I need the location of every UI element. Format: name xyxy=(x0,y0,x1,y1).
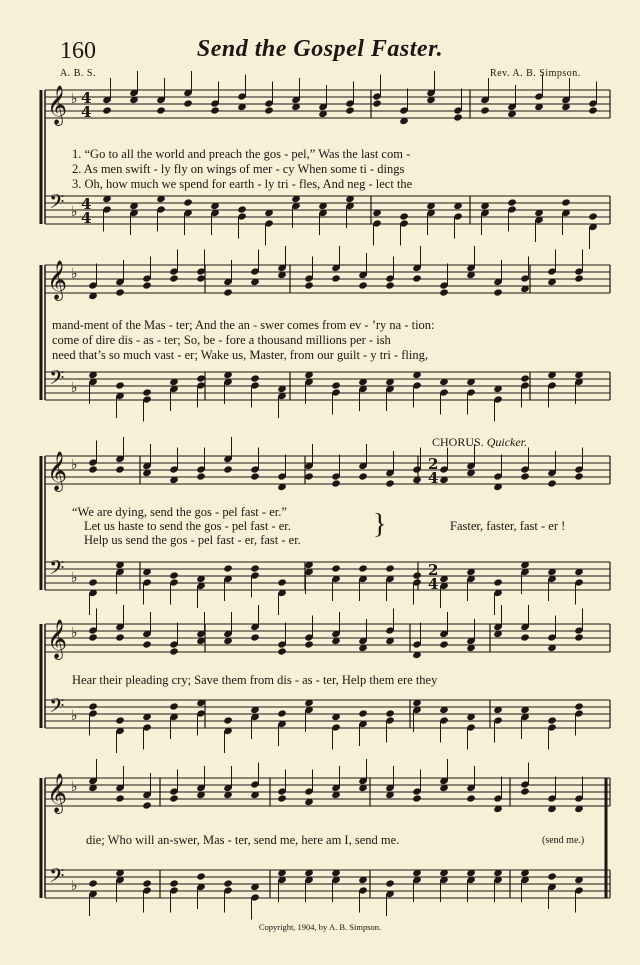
note-head xyxy=(412,571,422,579)
chorus-heading: CHORUS. xyxy=(432,435,484,449)
treble-clef-icon: 𝄞 xyxy=(47,773,68,813)
lyric-line: come of dire dis - as - ter; So, be - fore a thousand millions per - ish xyxy=(52,333,391,347)
note-head xyxy=(223,564,233,572)
note-head xyxy=(142,640,152,648)
note-head xyxy=(102,106,112,114)
note-head xyxy=(183,99,193,107)
lyric-line: 2. As men swift - ly fly on wings of mer - cy When some ti - dings xyxy=(72,162,405,176)
note-head xyxy=(88,702,98,710)
note-head xyxy=(385,281,395,289)
treble-clef-icon: 𝄞 xyxy=(47,85,68,125)
note-head xyxy=(466,794,476,802)
lyric-line: need that’s so much vast - er; Wake us, Master, from our guilt - y tri - fling, xyxy=(52,348,428,362)
note-head xyxy=(439,640,449,648)
flat-icon: ♭ xyxy=(71,266,78,282)
note-head xyxy=(507,198,517,206)
time-signature-top: 4 xyxy=(81,89,92,107)
lyric-line: Hear their pleading cry; Save them from dis - as - ter, Help them ere they xyxy=(72,673,438,687)
note-head xyxy=(183,198,193,206)
note-head xyxy=(574,702,584,710)
flat-icon: ♭ xyxy=(71,204,78,220)
note-head xyxy=(142,281,152,289)
time-signature-bottom: 4 xyxy=(428,575,439,593)
note-head xyxy=(237,205,247,213)
bass-clef-icon: 𝄢 xyxy=(49,694,65,722)
note-head xyxy=(169,879,179,887)
note-head xyxy=(588,106,598,114)
note-head xyxy=(358,281,368,289)
note-head xyxy=(520,633,530,641)
note-head xyxy=(223,716,233,724)
note-head xyxy=(372,99,382,107)
hymn-number: 160 xyxy=(60,38,96,64)
note-head xyxy=(264,106,274,114)
note-head xyxy=(574,274,584,282)
author-credit: Rev. A. B. Simpson. xyxy=(490,68,581,79)
note-head xyxy=(385,564,395,572)
note-head xyxy=(547,716,557,724)
echo-tag: (send me.) xyxy=(542,835,585,846)
time-signature-top: 4 xyxy=(81,195,92,213)
note-head xyxy=(196,374,206,382)
chorus-label xyxy=(432,435,527,450)
note-head xyxy=(277,709,287,717)
note-head xyxy=(304,640,314,648)
bass-clef-icon: 𝄢 xyxy=(49,556,65,584)
note-head xyxy=(88,879,98,887)
composer-credit: A. B. S. xyxy=(60,68,96,79)
lyric-line: “We are dying, send the gos - pel fast - er.” xyxy=(72,505,287,519)
note-head xyxy=(453,113,463,121)
note-head xyxy=(250,633,260,641)
note-head xyxy=(358,472,368,480)
note-head xyxy=(169,571,179,579)
note-head xyxy=(250,472,260,480)
note-head xyxy=(223,465,233,473)
note-head xyxy=(399,212,409,220)
lyric-line: 1. “Go to all the world and preach the gos - pel,” Was the last com - xyxy=(72,147,411,161)
note-head xyxy=(142,801,152,809)
note-head xyxy=(304,281,314,289)
note-head xyxy=(250,374,260,382)
note-head xyxy=(156,106,166,114)
note-head xyxy=(480,106,490,114)
note-head xyxy=(520,787,530,795)
note-head xyxy=(412,794,422,802)
note-head xyxy=(88,633,98,641)
lyric-line: Help us send the gos - pel fast - er, fast - er. xyxy=(84,533,301,547)
lyric-line: die; Who will an-swer, Mas - ter, send me, here am I, send me. xyxy=(86,833,400,847)
note-head xyxy=(358,709,368,717)
note-head xyxy=(574,472,584,480)
note-head xyxy=(331,479,341,487)
note-head xyxy=(277,794,287,802)
lyric-line: 3. Oh, how much we spend for earth - ly tri - fles, And neg - lect the xyxy=(72,177,413,191)
note-head xyxy=(169,647,179,655)
note-head xyxy=(142,388,152,396)
note-head xyxy=(115,633,125,641)
time-signature-top: 2 xyxy=(428,455,439,473)
note-head xyxy=(115,716,125,724)
note-head xyxy=(196,872,206,880)
note-head xyxy=(385,709,395,717)
note-head xyxy=(385,879,395,887)
flat-icon: ♭ xyxy=(71,570,78,586)
verse-brace: } xyxy=(373,509,387,540)
flat-icon: ♭ xyxy=(71,625,78,641)
note-head xyxy=(277,578,287,586)
treble-clef-icon: 𝄞 xyxy=(47,260,68,300)
bass-clef-icon: 𝄢 xyxy=(49,864,65,892)
note-head xyxy=(588,212,598,220)
time-signature-top: 2 xyxy=(428,561,439,579)
note-head xyxy=(493,288,503,296)
note-head xyxy=(277,647,287,655)
note-head xyxy=(115,288,125,296)
flat-icon: ♭ xyxy=(71,708,78,724)
note-head xyxy=(439,288,449,296)
note-head xyxy=(304,472,314,480)
note-head xyxy=(223,288,233,296)
note-head xyxy=(88,465,98,473)
treble-clef-icon: 𝄞 xyxy=(47,619,68,659)
hymn-title: Send the Gospel Faster. xyxy=(196,36,444,62)
refrain-line: Faster, faster, fast - er ! xyxy=(450,519,566,533)
note-head xyxy=(88,578,98,586)
note-head xyxy=(547,479,557,487)
note-head xyxy=(385,479,395,487)
bass-clef-icon: 𝄢 xyxy=(49,366,65,394)
note-head xyxy=(561,198,571,206)
note-head xyxy=(169,794,179,802)
note-head xyxy=(250,564,260,572)
time-signature-bottom: 4 xyxy=(81,103,92,121)
note-head xyxy=(196,274,206,282)
note-head xyxy=(115,794,125,802)
note-head xyxy=(169,274,179,282)
flat-icon: ♭ xyxy=(71,457,78,473)
lyric-line: mand-ment of the Mas - ter; And the an - swer comes from ev - ’ry na - tion: xyxy=(52,318,435,332)
treble-clef-icon: 𝄞 xyxy=(47,451,68,491)
note-head xyxy=(574,633,584,641)
flat-icon: ♭ xyxy=(71,878,78,894)
note-head xyxy=(331,381,341,389)
note-head xyxy=(520,472,530,480)
flat-icon: ♭ xyxy=(71,380,78,396)
note-head xyxy=(331,274,341,282)
flat-icon: ♭ xyxy=(71,91,78,107)
flat-icon: ♭ xyxy=(71,779,78,795)
note-head xyxy=(358,564,368,572)
note-head xyxy=(493,578,503,586)
note-head xyxy=(345,106,355,114)
bass-clef-icon: 𝄢 xyxy=(49,190,65,218)
time-signature-bottom: 4 xyxy=(81,209,92,227)
note-head xyxy=(331,564,341,572)
note-head xyxy=(520,374,530,382)
note-head xyxy=(223,879,233,887)
note-head xyxy=(412,274,422,282)
note-head xyxy=(169,702,179,710)
copyright-notice: Copyright, 1904, by A. B. Simpson. xyxy=(258,922,382,932)
note-head xyxy=(115,465,125,473)
note-head xyxy=(210,106,220,114)
note-head xyxy=(547,872,557,880)
note-head xyxy=(196,472,206,480)
lyric-line: Let us haste to send the gos - pel fast - er. xyxy=(84,519,291,533)
tempo-marking: Quicker. xyxy=(486,435,528,449)
note-head xyxy=(142,879,152,887)
time-signature-bottom: 4 xyxy=(428,469,439,487)
note-head xyxy=(115,381,125,389)
